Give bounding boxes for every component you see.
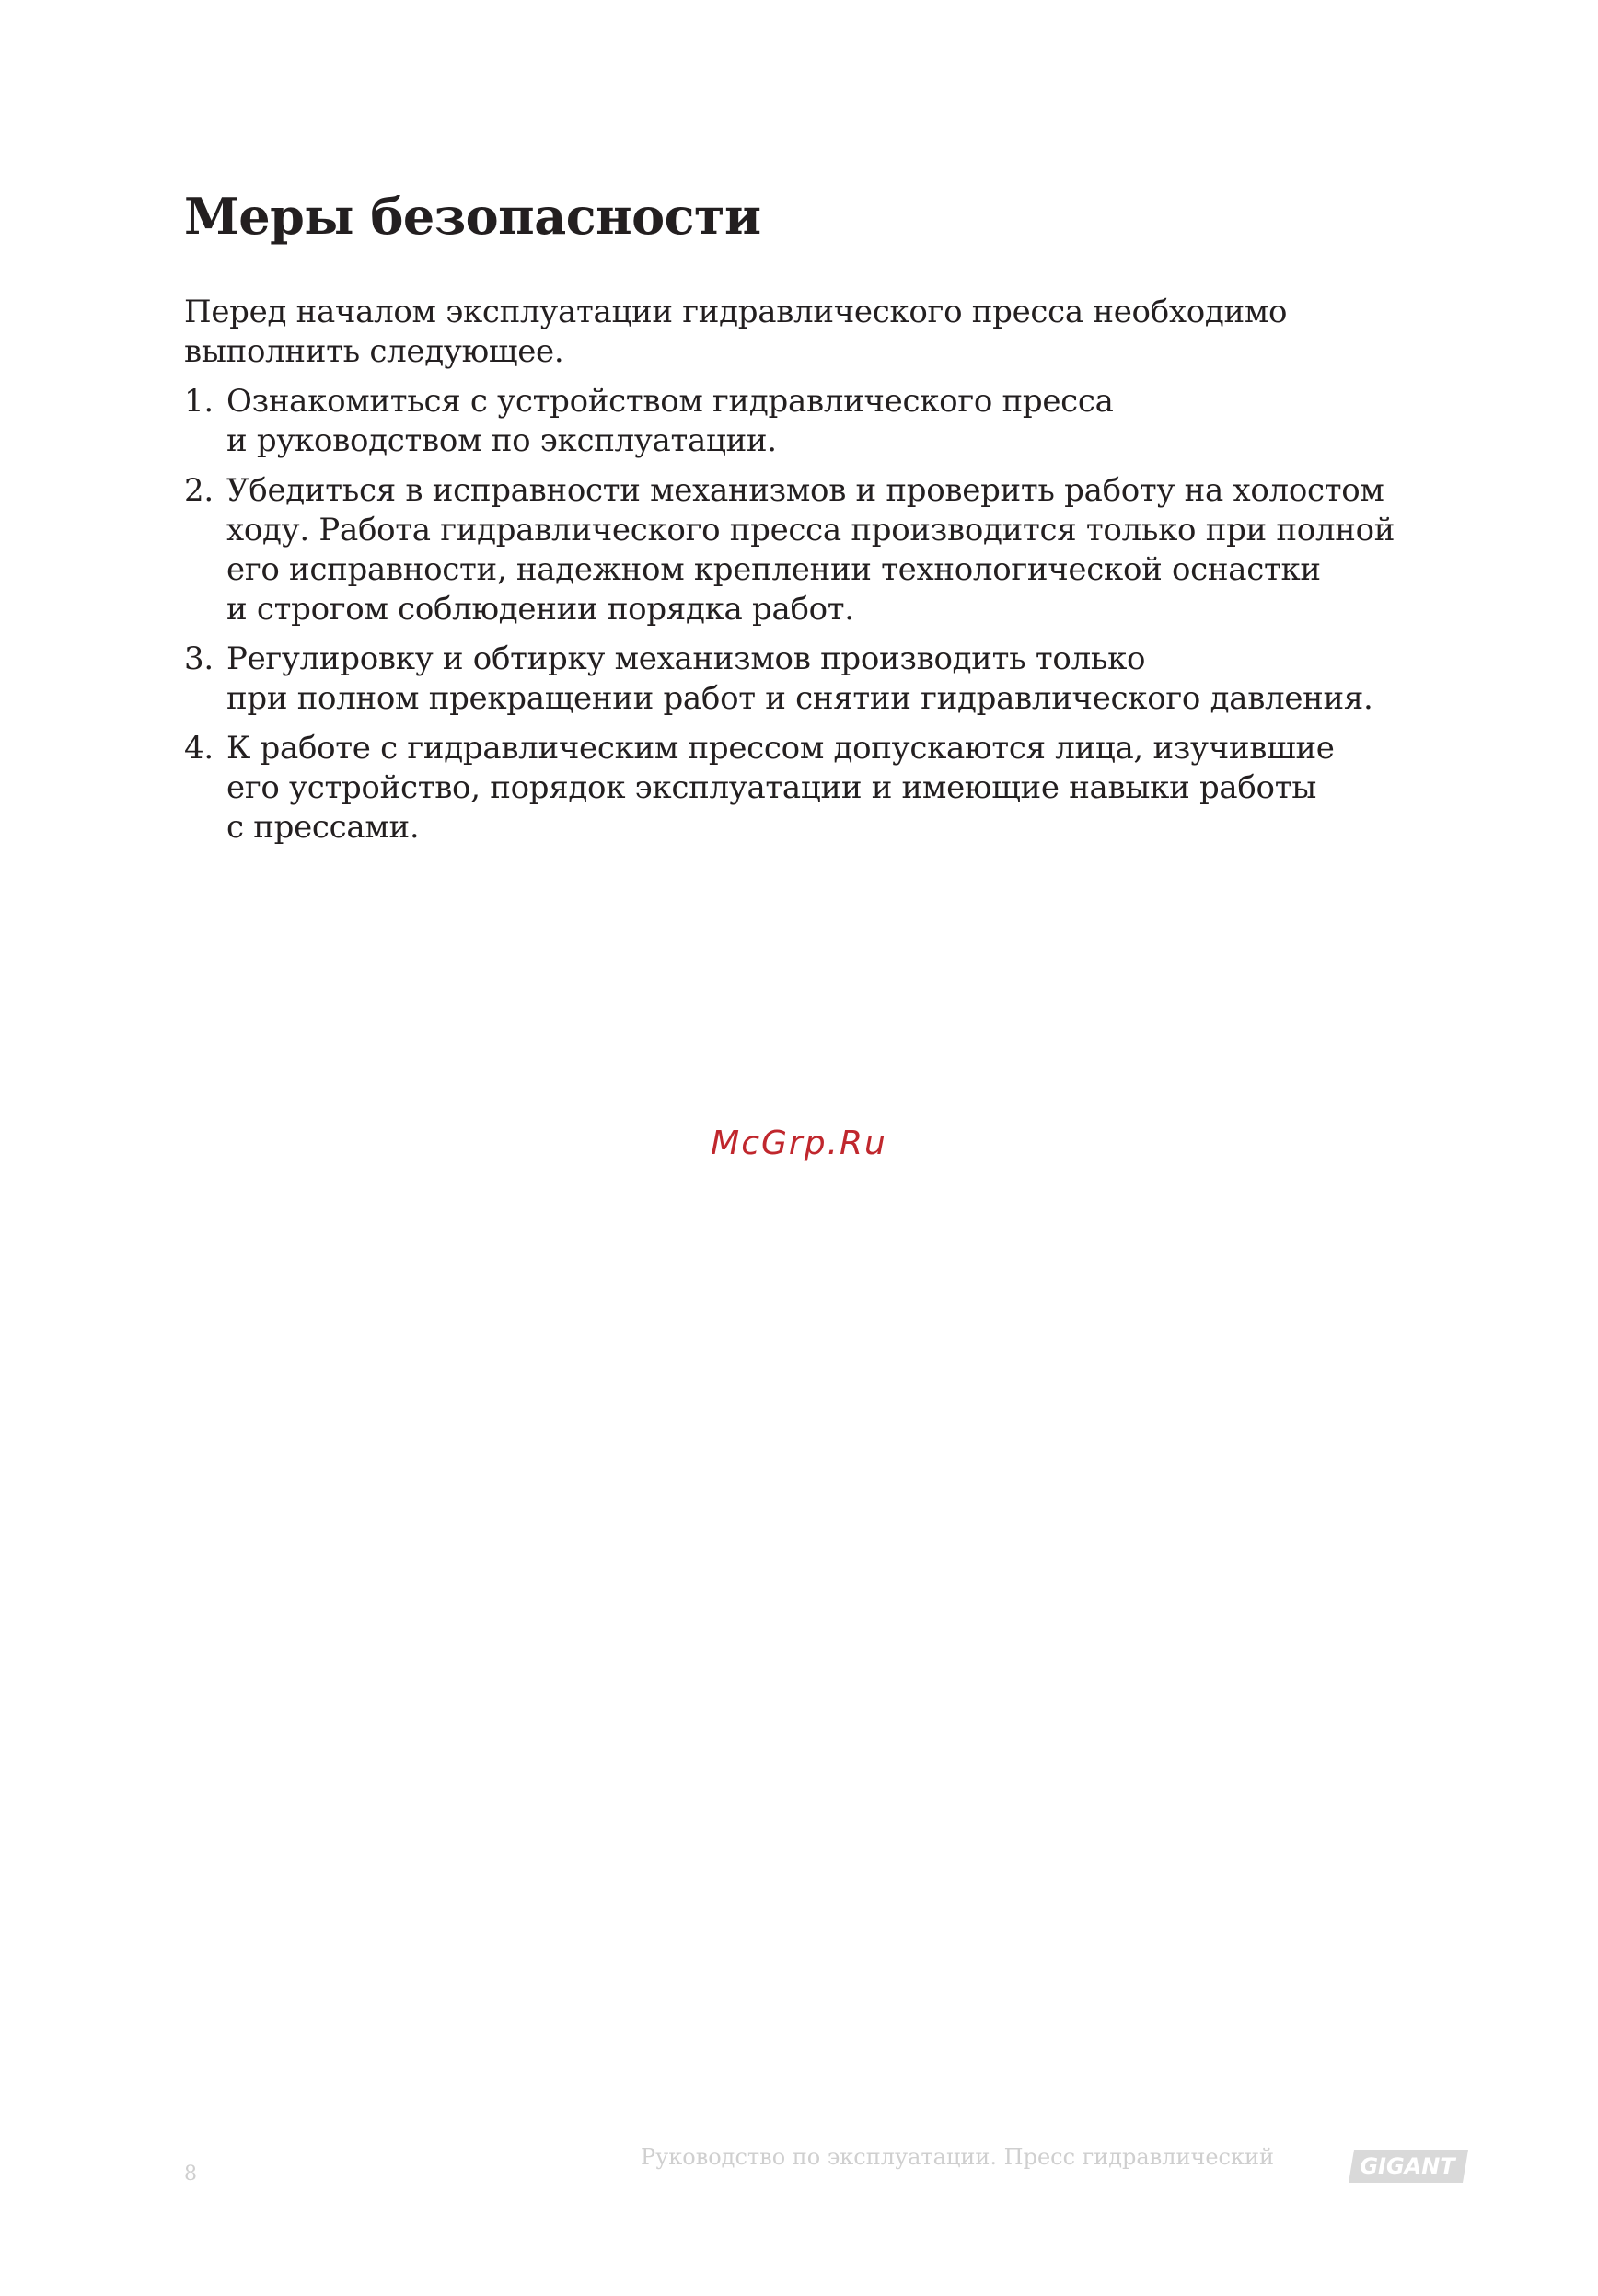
list-item-text: Убедиться в исправности механизмов и проверить работу на холостом ходу. Работа гидравлического пресса производится только при полной его исправности, надежном креплении технологической оснастки и строгом соблюдении порядка работ. [226,472,1395,628]
list-item [184,640,1473,719]
page-title: Меры безопасности [184,187,761,246]
safety-content [184,293,1473,858]
list-item-text: К работе с гидравлическим прессом допускаются лица, изучившие его устройство, порядок эксплуатации и имеющие навыки работы с прессами. [226,730,1335,846]
list-item-text: Регулировку и обтирку механизмов производить только при полном прекращении работ и снятии гидравлического давления. [226,640,1373,717]
list-item-text: Ознакомиться с устройством гидравлического пресса и руководством по эксплуатации. [226,383,1114,459]
footer-document-title: Руководство по эксплуатации. Пресс гидравлический [641,2144,1274,2170]
footer-page-number: 8 [184,2163,197,2186]
logo-brand-text: GIGANT [1360,2153,1455,2179]
watermark-link[interactable]: McGrp.Ru [711,1125,887,1162]
list-item-number: 3. [184,640,214,677]
list-item [184,471,1473,629]
list-item-number: 2. [184,472,214,509]
list-item-number: 4. [184,730,214,767]
list-item [184,382,1473,461]
gigant-logo-icon [1349,2148,1468,2185]
list-item-number: 1. [184,383,214,420]
list-item [184,729,1473,848]
safety-steps-list [184,382,1473,848]
intro-paragraph: Перед началом эксплуатации гидравлического пресса необходимо выполнить следующее. [184,294,1288,370]
